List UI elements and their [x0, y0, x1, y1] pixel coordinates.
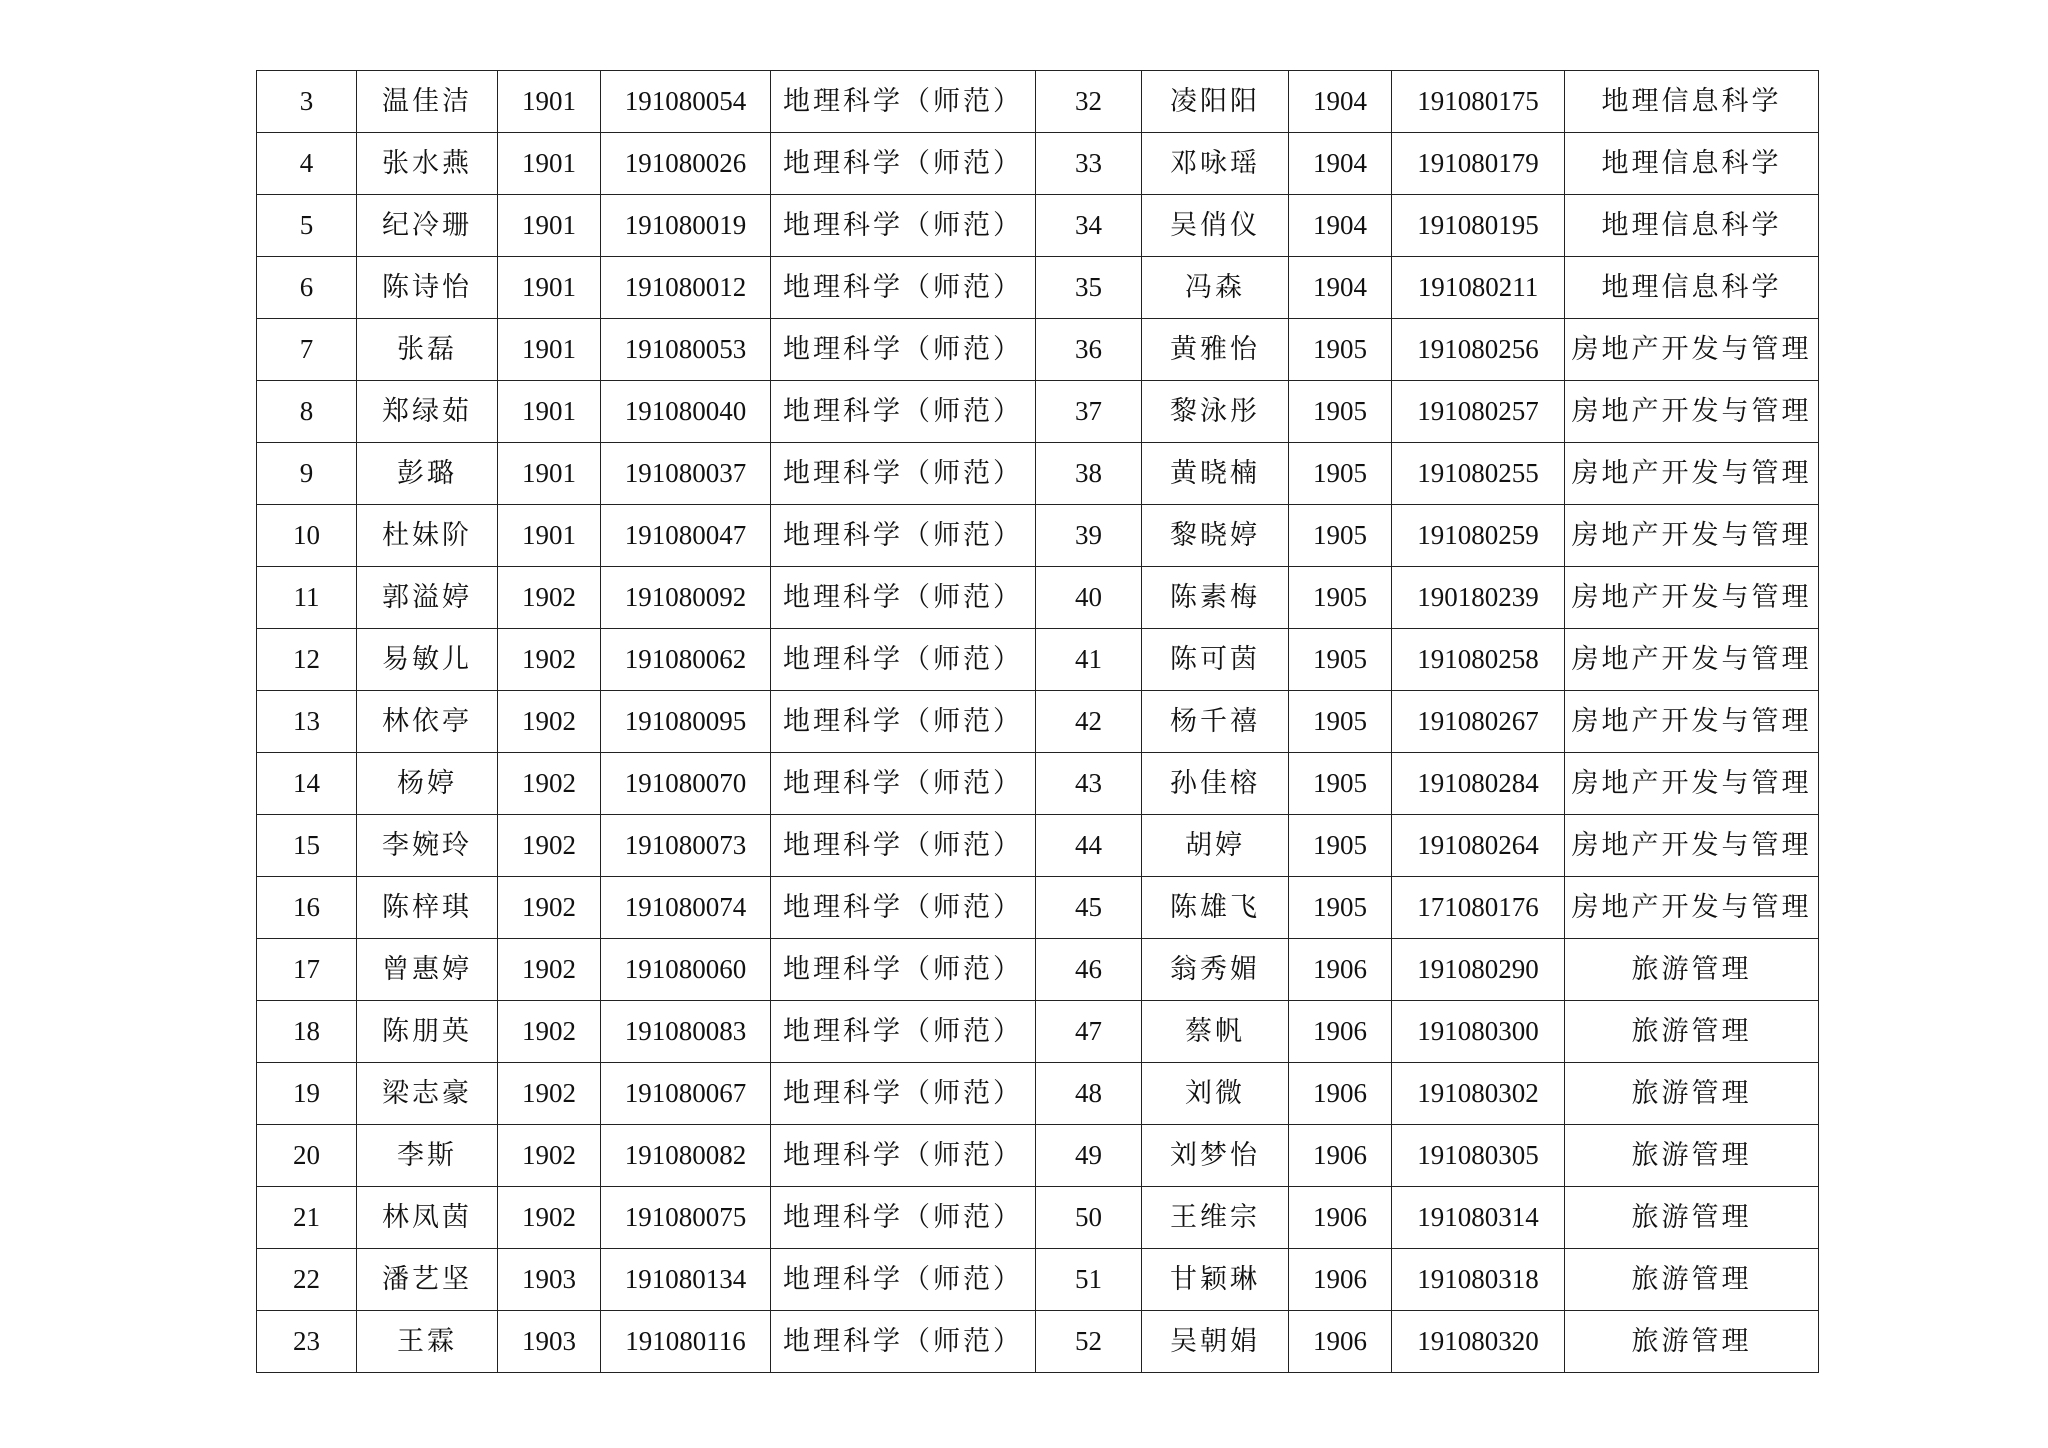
cell-student-id: 191080053 — [601, 319, 771, 381]
cell-seq-no: 20 — [257, 1125, 357, 1187]
cell-major: 房地产开发与管理 — [1565, 753, 1819, 815]
cell-seq-no: 8 — [257, 381, 357, 443]
cell-class: 1902 — [498, 1001, 601, 1063]
cell-student-name: 陈可茵 — [1142, 629, 1289, 691]
cell-student-id: 191080074 — [601, 877, 771, 939]
cell-class: 1902 — [498, 1063, 601, 1125]
cell-major: 地理科学（师范） — [771, 629, 1036, 691]
cell-class: 1902 — [498, 1187, 601, 1249]
cell-major: 旅游管理 — [1565, 1125, 1819, 1187]
cell-major: 地理科学（师范） — [771, 1249, 1036, 1311]
cell-major: 地理科学（师范） — [771, 691, 1036, 753]
cell-seq-no: 51 — [1036, 1249, 1142, 1311]
cell-class: 1902 — [498, 1125, 601, 1187]
cell-student-name: 郑绿茹 — [357, 381, 498, 443]
cell-student-id: 191080062 — [601, 629, 771, 691]
cell-class: 1901 — [498, 381, 601, 443]
cell-student-id: 191080026 — [601, 133, 771, 195]
cell-major: 地理科学（师范） — [771, 1001, 1036, 1063]
cell-class: 1905 — [1289, 319, 1392, 381]
cell-major: 地理信息科学 — [1565, 71, 1819, 133]
cell-major: 地理科学（师范） — [771, 815, 1036, 877]
cell-major: 房地产开发与管理 — [1565, 505, 1819, 567]
table-row — [257, 1001, 1819, 1063]
cell-seq-no: 32 — [1036, 71, 1142, 133]
cell-student-id: 191080082 — [601, 1125, 771, 1187]
cell-student-id: 191080116 — [601, 1311, 771, 1373]
cell-seq-no: 18 — [257, 1001, 357, 1063]
table-row — [257, 939, 1819, 1001]
cell-student-name: 张磊 — [357, 319, 498, 381]
cell-student-id: 191080075 — [601, 1187, 771, 1249]
table-row — [257, 319, 1819, 381]
cell-class: 1902 — [498, 939, 601, 1001]
cell-class: 1906 — [1289, 1249, 1392, 1311]
table-row — [257, 815, 1819, 877]
cell-seq-no: 47 — [1036, 1001, 1142, 1063]
cell-seq-no: 41 — [1036, 629, 1142, 691]
cell-major: 地理信息科学 — [1565, 257, 1819, 319]
cell-class: 1902 — [498, 691, 601, 753]
cell-major: 旅游管理 — [1565, 1001, 1819, 1063]
cell-seq-no: 40 — [1036, 567, 1142, 629]
cell-student-name: 黎泳彤 — [1142, 381, 1289, 443]
cell-seq-no: 49 — [1036, 1125, 1142, 1187]
cell-major: 房地产开发与管理 — [1565, 319, 1819, 381]
cell-class: 1901 — [498, 505, 601, 567]
cell-seq-no: 48 — [1036, 1063, 1142, 1125]
cell-student-name: 孙佳榕 — [1142, 753, 1289, 815]
cell-seq-no: 46 — [1036, 939, 1142, 1001]
cell-seq-no: 15 — [257, 815, 357, 877]
cell-seq-no: 33 — [1036, 133, 1142, 195]
cell-class: 1905 — [1289, 443, 1392, 505]
cell-student-name: 李婉玲 — [357, 815, 498, 877]
cell-seq-no: 36 — [1036, 319, 1142, 381]
cell-major: 地理科学（师范） — [771, 753, 1036, 815]
cell-student-name: 吴俏仪 — [1142, 195, 1289, 257]
cell-seq-no: 11 — [257, 567, 357, 629]
cell-student-name: 刘微 — [1142, 1063, 1289, 1125]
cell-student-id: 191080314 — [1392, 1187, 1565, 1249]
cell-major: 地理科学（师范） — [771, 1311, 1036, 1373]
cell-student-name: 黎晓婷 — [1142, 505, 1289, 567]
cell-class: 1904 — [1289, 133, 1392, 195]
cell-major: 地理科学（师范） — [771, 381, 1036, 443]
cell-seq-no: 10 — [257, 505, 357, 567]
cell-student-name: 邓咏瑶 — [1142, 133, 1289, 195]
cell-student-id: 191080073 — [601, 815, 771, 877]
cell-major: 地理科学（师范） — [771, 1063, 1036, 1125]
cell-major: 地理科学（师范） — [771, 443, 1036, 505]
cell-major: 房地产开发与管理 — [1565, 381, 1819, 443]
cell-student-name: 曾惠婷 — [357, 939, 498, 1001]
cell-student-id: 191080284 — [1392, 753, 1565, 815]
cell-seq-no: 17 — [257, 939, 357, 1001]
cell-major: 地理科学（师范） — [771, 567, 1036, 629]
cell-major: 地理科学（师范） — [771, 877, 1036, 939]
cell-major: 房地产开发与管理 — [1565, 815, 1819, 877]
cell-seq-no: 44 — [1036, 815, 1142, 877]
cell-student-name: 彭璐 — [357, 443, 498, 505]
cell-student-name: 陈梓琪 — [357, 877, 498, 939]
table-row — [257, 877, 1819, 939]
cell-major: 房地产开发与管理 — [1565, 443, 1819, 505]
cell-class: 1905 — [1289, 567, 1392, 629]
cell-student-id: 191080067 — [601, 1063, 771, 1125]
cell-seq-no: 7 — [257, 319, 357, 381]
cell-student-id: 191080258 — [1392, 629, 1565, 691]
cell-seq-no: 5 — [257, 195, 357, 257]
cell-class: 1905 — [1289, 691, 1392, 753]
cell-student-name: 温佳洁 — [357, 71, 498, 133]
cell-student-id: 191080195 — [1392, 195, 1565, 257]
cell-student-id: 191080054 — [601, 71, 771, 133]
table-row — [257, 567, 1819, 629]
cell-major: 旅游管理 — [1565, 1187, 1819, 1249]
cell-class: 1906 — [1289, 1001, 1392, 1063]
cell-major: 旅游管理 — [1565, 1063, 1819, 1125]
cell-major: 地理科学（师范） — [771, 195, 1036, 257]
cell-student-id: 191080211 — [1392, 257, 1565, 319]
cell-seq-no: 3 — [257, 71, 357, 133]
cell-class: 1905 — [1289, 815, 1392, 877]
cell-major: 地理科学（师范） — [771, 1187, 1036, 1249]
cell-student-id: 191080179 — [1392, 133, 1565, 195]
cell-seq-no: 37 — [1036, 381, 1142, 443]
cell-class: 1903 — [498, 1311, 601, 1373]
cell-student-id: 191080267 — [1392, 691, 1565, 753]
cell-student-id: 191080305 — [1392, 1125, 1565, 1187]
cell-major: 房地产开发与管理 — [1565, 691, 1819, 753]
cell-seq-no: 23 — [257, 1311, 357, 1373]
cell-major: 地理科学（师范） — [771, 1125, 1036, 1187]
cell-major: 地理信息科学 — [1565, 133, 1819, 195]
cell-student-id: 191080318 — [1392, 1249, 1565, 1311]
cell-student-id: 191080300 — [1392, 1001, 1565, 1063]
cell-student-id: 191080175 — [1392, 71, 1565, 133]
cell-seq-no: 38 — [1036, 443, 1142, 505]
cell-class: 1906 — [1289, 1063, 1392, 1125]
cell-student-id: 191080070 — [601, 753, 771, 815]
cell-student-id: 191080060 — [601, 939, 771, 1001]
table-row — [257, 443, 1819, 505]
cell-class: 1904 — [1289, 257, 1392, 319]
cell-class: 1902 — [498, 815, 601, 877]
cell-class: 1904 — [1289, 195, 1392, 257]
table-row — [257, 1187, 1819, 1249]
cell-major: 房地产开发与管理 — [1565, 567, 1819, 629]
cell-student-id: 191080259 — [1392, 505, 1565, 567]
cell-student-id: 191080012 — [601, 257, 771, 319]
roster-body — [257, 71, 1819, 1373]
cell-class: 1901 — [498, 195, 601, 257]
cell-seq-no: 22 — [257, 1249, 357, 1311]
cell-major: 旅游管理 — [1565, 1311, 1819, 1373]
cell-student-name: 黄晓楠 — [1142, 443, 1289, 505]
cell-student-name: 郭溢婷 — [357, 567, 498, 629]
cell-major: 旅游管理 — [1565, 939, 1819, 1001]
cell-major: 地理科学（师范） — [771, 939, 1036, 1001]
table-row — [257, 1125, 1819, 1187]
cell-student-name: 翁秀媚 — [1142, 939, 1289, 1001]
cell-seq-no: 50 — [1036, 1187, 1142, 1249]
cell-seq-no: 9 — [257, 443, 357, 505]
cell-student-id: 171080176 — [1392, 877, 1565, 939]
cell-class: 1906 — [1289, 939, 1392, 1001]
cell-student-id: 191080264 — [1392, 815, 1565, 877]
table-row — [257, 505, 1819, 567]
cell-student-id: 191080290 — [1392, 939, 1565, 1001]
cell-student-id: 190180239 — [1392, 567, 1565, 629]
cell-student-name: 蔡帆 — [1142, 1001, 1289, 1063]
cell-class: 1901 — [498, 257, 601, 319]
cell-seq-no: 12 — [257, 629, 357, 691]
table-row — [257, 753, 1819, 815]
cell-student-id: 191080302 — [1392, 1063, 1565, 1125]
cell-seq-no: 35 — [1036, 257, 1142, 319]
cell-student-name: 王霖 — [357, 1311, 498, 1373]
cell-class: 1905 — [1289, 381, 1392, 443]
cell-major: 地理信息科学 — [1565, 195, 1819, 257]
cell-seq-no: 43 — [1036, 753, 1142, 815]
cell-class: 1906 — [1289, 1125, 1392, 1187]
cell-student-name: 陈雄飞 — [1142, 877, 1289, 939]
cell-student-name: 潘艺坚 — [357, 1249, 498, 1311]
cell-student-id: 191080255 — [1392, 443, 1565, 505]
table-row — [257, 195, 1819, 257]
cell-student-id: 191080095 — [601, 691, 771, 753]
table-row — [257, 381, 1819, 443]
cell-seq-no: 42 — [1036, 691, 1142, 753]
cell-seq-no: 34 — [1036, 195, 1142, 257]
cell-student-name: 杨千禧 — [1142, 691, 1289, 753]
cell-student-name: 张水燕 — [357, 133, 498, 195]
cell-student-name: 甘颖琳 — [1142, 1249, 1289, 1311]
cell-seq-no: 6 — [257, 257, 357, 319]
cell-major: 地理科学（师范） — [771, 71, 1036, 133]
cell-student-id: 191080092 — [601, 567, 771, 629]
cell-class: 1902 — [498, 567, 601, 629]
cell-student-id: 191080037 — [601, 443, 771, 505]
cell-seq-no: 39 — [1036, 505, 1142, 567]
cell-seq-no: 4 — [257, 133, 357, 195]
cell-student-name: 陈朋英 — [357, 1001, 498, 1063]
cell-class: 1903 — [498, 1249, 601, 1311]
table-row — [257, 1311, 1819, 1373]
cell-major: 地理科学（师范） — [771, 133, 1036, 195]
table-row — [257, 629, 1819, 691]
cell-student-id: 191080257 — [1392, 381, 1565, 443]
cell-seq-no: 14 — [257, 753, 357, 815]
table-row — [257, 133, 1819, 195]
cell-student-id: 191080083 — [601, 1001, 771, 1063]
cell-seq-no: 13 — [257, 691, 357, 753]
cell-student-name: 李斯 — [357, 1125, 498, 1187]
cell-seq-no: 19 — [257, 1063, 357, 1125]
cell-student-name: 胡婷 — [1142, 815, 1289, 877]
cell-student-id: 191080040 — [601, 381, 771, 443]
cell-class: 1902 — [498, 753, 601, 815]
cell-class: 1901 — [498, 319, 601, 381]
table-row — [257, 1249, 1819, 1311]
cell-student-id: 191080134 — [601, 1249, 771, 1311]
cell-major: 地理科学（师范） — [771, 319, 1036, 381]
cell-class: 1905 — [1289, 877, 1392, 939]
cell-major: 地理科学（师范） — [771, 257, 1036, 319]
cell-class: 1901 — [498, 71, 601, 133]
cell-major: 房地产开发与管理 — [1565, 629, 1819, 691]
cell-class: 1901 — [498, 443, 601, 505]
cell-student-name: 杨婷 — [357, 753, 498, 815]
cell-class: 1904 — [1289, 71, 1392, 133]
student-roster-table — [256, 70, 1819, 1373]
cell-class: 1905 — [1289, 753, 1392, 815]
table-row — [257, 691, 1819, 753]
cell-student-name: 林依亭 — [357, 691, 498, 753]
cell-student-name: 梁志豪 — [357, 1063, 498, 1125]
cell-class: 1905 — [1289, 629, 1392, 691]
cell-student-name: 黄雅怡 — [1142, 319, 1289, 381]
cell-class: 1902 — [498, 629, 601, 691]
cell-student-name: 陈诗怡 — [357, 257, 498, 319]
cell-student-id: 191080019 — [601, 195, 771, 257]
cell-student-name: 冯森 — [1142, 257, 1289, 319]
cell-student-name: 吴朝娟 — [1142, 1311, 1289, 1373]
cell-major: 旅游管理 — [1565, 1249, 1819, 1311]
cell-seq-no: 52 — [1036, 1311, 1142, 1373]
cell-student-name: 凌阳阳 — [1142, 71, 1289, 133]
cell-student-name: 陈素梅 — [1142, 567, 1289, 629]
cell-seq-no: 21 — [257, 1187, 357, 1249]
cell-class: 1902 — [498, 877, 601, 939]
cell-class: 1906 — [1289, 1311, 1392, 1373]
cell-student-id: 191080320 — [1392, 1311, 1565, 1373]
table-row — [257, 257, 1819, 319]
cell-major: 地理科学（师范） — [771, 505, 1036, 567]
cell-seq-no: 16 — [257, 877, 357, 939]
cell-class: 1906 — [1289, 1187, 1392, 1249]
cell-student-id: 191080047 — [601, 505, 771, 567]
cell-student-name: 易敏儿 — [357, 629, 498, 691]
cell-seq-no: 45 — [1036, 877, 1142, 939]
cell-student-name: 刘梦怡 — [1142, 1125, 1289, 1187]
cell-student-id: 191080256 — [1392, 319, 1565, 381]
table-row — [257, 71, 1819, 133]
cell-student-name: 林凤茵 — [357, 1187, 498, 1249]
cell-student-name: 纪冷珊 — [357, 195, 498, 257]
cell-class: 1901 — [498, 133, 601, 195]
cell-student-name: 杜妹阶 — [357, 505, 498, 567]
cell-major: 房地产开发与管理 — [1565, 877, 1819, 939]
cell-student-name: 王维宗 — [1142, 1187, 1289, 1249]
table-row — [257, 1063, 1819, 1125]
cell-class: 1905 — [1289, 505, 1392, 567]
